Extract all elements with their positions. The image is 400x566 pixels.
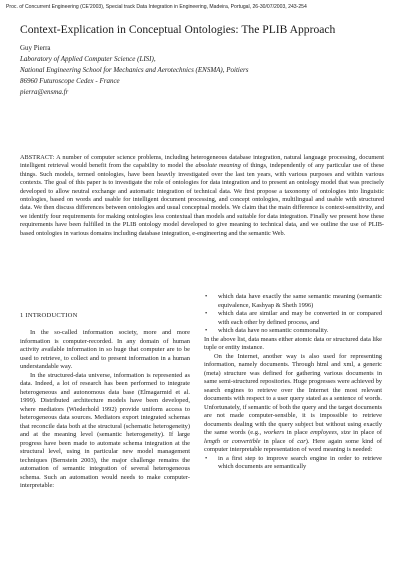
affiliation-line-1: Laboratory of Applied Computer Science (LISI), <box>20 55 156 63</box>
abstract-emphasis: absolute meaning <box>195 162 241 170</box>
emphasis-word: car <box>297 437 306 445</box>
abstract-text-2: of things, independently of any particular use of these things. Such models, termed ontologies, have been heavily investigated over the last ten years, with various purposes and within various contexts. The goal of this paper is to investigate the role of ontologies for data integration and to present an ontology model that was precisely developed to allow neutral exchange and automatic integration of technical data. We first propose a taxonomy of ontologies into linguistic ontologies, based on words and usable for intelligent document processing, and concept ontologies, multilingual and usable with structured data. We then discuss differences between ontologies and usual conceptual models. We claim that the main difference is context-sensitivity, and we identify four requirements for making ontologies less contextual than models and suitable for data integration. Finally we present how these requirements have been fulfilled in the PLIB ontology model developed to give meaning to technical data, and we outline the use of PLIB-based ontologies in various domains including database integration, e-engineering and the semantic Web. <box>20 162 385 237</box>
paragraph-text: in place of <box>350 429 383 436</box>
abstract <box>20 154 384 238</box>
emphasis-word: length <box>204 437 220 445</box>
list-item <box>204 455 382 472</box>
emphasis-word: workers <box>263 429 285 436</box>
list-item-text: which data have exactly the same semantic meaning (semantic equivalence, Kashyap & Sheth 1996) <box>218 293 382 309</box>
intro-paragraph-1: In the so-called information society, more and more information is computer-recorded. In any domain of human activity available information in so huge that computer are to be used to retrieve, to collect and to present information in a human understandable way. <box>20 329 190 370</box>
list-item-text: which data are similar and may be converted in or compared with each other by defined process, and <box>218 310 382 326</box>
list-item-text: which data have no semantic commonality. <box>218 327 329 334</box>
paragraph-text: , <box>336 429 342 436</box>
right-paragraph-1: In the above list, data means either atomic data or structured data like tuple or entity instance. <box>204 335 382 351</box>
search-steps-list <box>204 455 382 472</box>
bullet-dot-icon: • <box>205 310 208 317</box>
email-address: pierra@ensma.fr <box>20 88 69 96</box>
address-line: 86960 Futuroscope Cedex - France <box>20 77 120 85</box>
intro-paragraph-2: In the structured-data universe, information is represented as data. Indeed, a lot of research has been performed to integrate heterogeneous and autonomous data base (Elmagarmid et al. 1999). Distributed architecture models have been developed, where mediators (Wiederhold 1992) provide uniform access to heterogeneous data sources. Mediators export integrated schemas that reconcile data both at the structural (schematic heterogeneity) and at the meaning level (semantic heterogeneity). If large progress have been made to automate schema integration at the structural level, using in particular new model management techniques (Bernstein 2003), the major challenge remains the automation of semantic integration of several heterogeneous schema. Such an automation would needs to make computer-interpretable: <box>20 371 190 489</box>
paragraph-text: in place of <box>260 437 298 445</box>
list-item <box>204 310 382 327</box>
affiliation-line-2: National Engineering School for Mechanics and Aerotechnics (ENSMA), Poitiers <box>20 66 249 74</box>
author-name: Guy Pierra <box>20 44 51 52</box>
author-block <box>20 43 380 98</box>
paragraph-text: in place <box>284 429 311 436</box>
right-column <box>204 293 382 472</box>
paragraph-text: On the Internet, another way is also used for representing information, namely documents. Through html and xml, a generic (meta) structure was defined for gathering various documents in same semi-structured repositories. Huge progresses were achieved by search engines to retrieve over the Internet the most relevant documents with respect to a user query stated as a sentence of words. Unfortunately, if semantic of both the query and the target documents are not made computer-sensible, it is impossible to retrieve documents dealing with the query subject but without using exactly the same words (e.g., <box>204 352 382 436</box>
emphasis-word: convertible <box>231 437 261 445</box>
list-item <box>204 327 382 336</box>
left-column <box>20 311 190 491</box>
abstract-text-1: ABSTRACT: A number of computer science problems, including heterogeneous database integration, natural language processing, document intelligent retrieval would benefit from the capability to model the <box>20 154 384 170</box>
bullet-dot-icon: • <box>205 327 208 334</box>
right-paragraph-2 <box>204 353 382 455</box>
requirements-list <box>204 293 382 336</box>
emphasis-word: employees <box>310 429 337 436</box>
running-header: Proc. of Concurrent Engineering (CE'2003), Special track Data Integration in Engineering, Madeira, Portugal, 26-30/07/2003, 243-254 <box>6 4 307 10</box>
bullet-dot-icon: • <box>205 454 208 462</box>
bullet-dot-icon: • <box>205 293 208 300</box>
section-heading-introduction: 1 INTRODUCTION <box>20 312 78 319</box>
list-item <box>204 293 382 310</box>
paper-title: Context-Explication in Conceptual Ontologies: The PLIB Approach <box>20 23 336 36</box>
emphasis-word: size <box>341 429 351 436</box>
paragraph-text: or <box>219 437 232 445</box>
paragraph-text: ). Here again some kind of computer interpretable representation of word meaning is needed: <box>204 437 382 453</box>
list-item-text: in a first step to improve search engine in order to retrieve which documents are semantically <box>218 454 382 470</box>
